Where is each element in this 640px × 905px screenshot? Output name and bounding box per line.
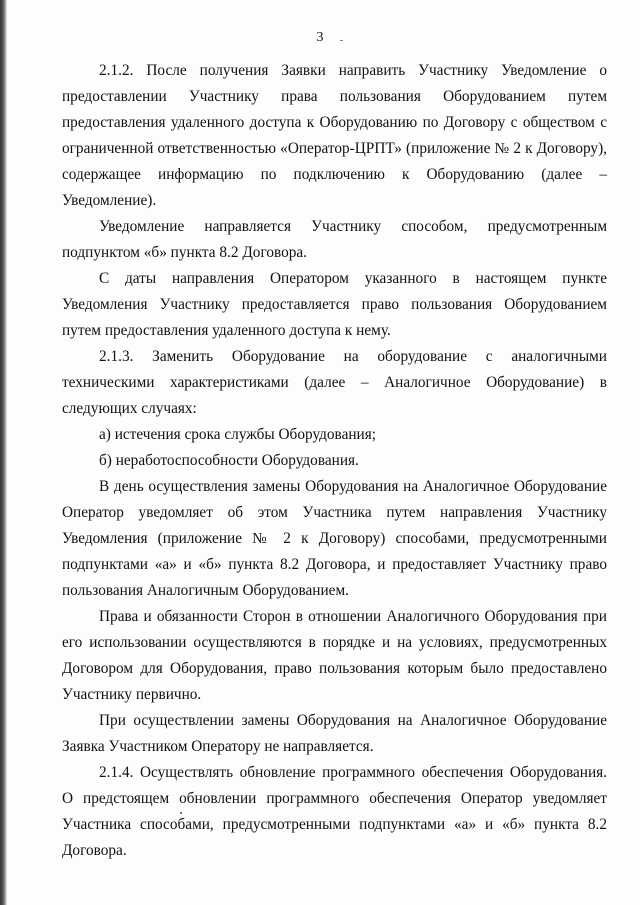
paragraph-2-1-2: 2.1.2. После получения Заявки направить Участнику Уведомление о предоставлении Участнику права пользования Оборудованием путем предоставления удаленного доступа к Оборудованию по Договору с обществом с ограниченной ответственностью «Оператор-ЦРПТ» (приложение № 2 к Договору), содержащее информацию по подключению к Оборудованию (далее – Уведомление). <box>62 62 607 209</box>
list-item-b: б) неработоспособности Оборудования. <box>99 452 359 469</box>
page-number: 3 <box>316 30 324 45</box>
document-body <box>62 58 607 864</box>
paragraph-2-1-3: 2.1.3. Заменить Оборудование на оборудование с аналогичными техническими характеристиками (далее – Аналогичное Оборудование) в следующих случаях: <box>62 348 607 417</box>
paragraph-replacement-day: В день осуществления замены Оборудования на Аналогичное Оборудование Оператор уведомляет об этом Участника путем направления Участнику Уведомления (приложение № 2 к Договору) способами, предусмотренными подпунктами «а» и «б» пункта 8.2 Договора, и предоставляет Участнику право пользования Аналогичным Оборудованием. <box>62 478 607 599</box>
paragraph-no-request: При осуществлении замены Оборудования на Аналогичное Оборудование Заявка Участником Оператору не направляется. <box>62 712 607 755</box>
paragraph-access-right: С даты направления Оператором указанного в настоящем пункте Уведомления Участнику предоставляется право пользования Оборудованием путем предоставления удаленного доступа к нему. <box>62 270 607 339</box>
list-item-a: а) истечения срока службы Оборудования; <box>99 426 377 443</box>
paragraph-2-1-4: 2.1.4. Осуществлять обновление программного обеспечения Оборудования. О предстоящем обновлении программного обеспечения Оператор уведомляет Участника способами, предусмотренными подпунктами «а» и «б» пункта 8.2 Договора. <box>62 764 607 859</box>
paragraph-rights-obligations: Права и обязанности Сторон в отношении Аналогичного Оборудования при его использовании осуществляются в порядке и на условиях, предусмотренных Договором для Оборудования, право пользования которым было предоставлено Участнику первично. <box>62 608 607 703</box>
scan-edge-shadow <box>0 0 7 905</box>
paragraph-notification-method: Уведомление направляется Участнику способом, предусмотренным подпунктом «б» пункта 8.2 Договора. <box>62 218 607 261</box>
scan-speck <box>180 812 182 814</box>
scan-speck <box>340 40 343 41</box>
